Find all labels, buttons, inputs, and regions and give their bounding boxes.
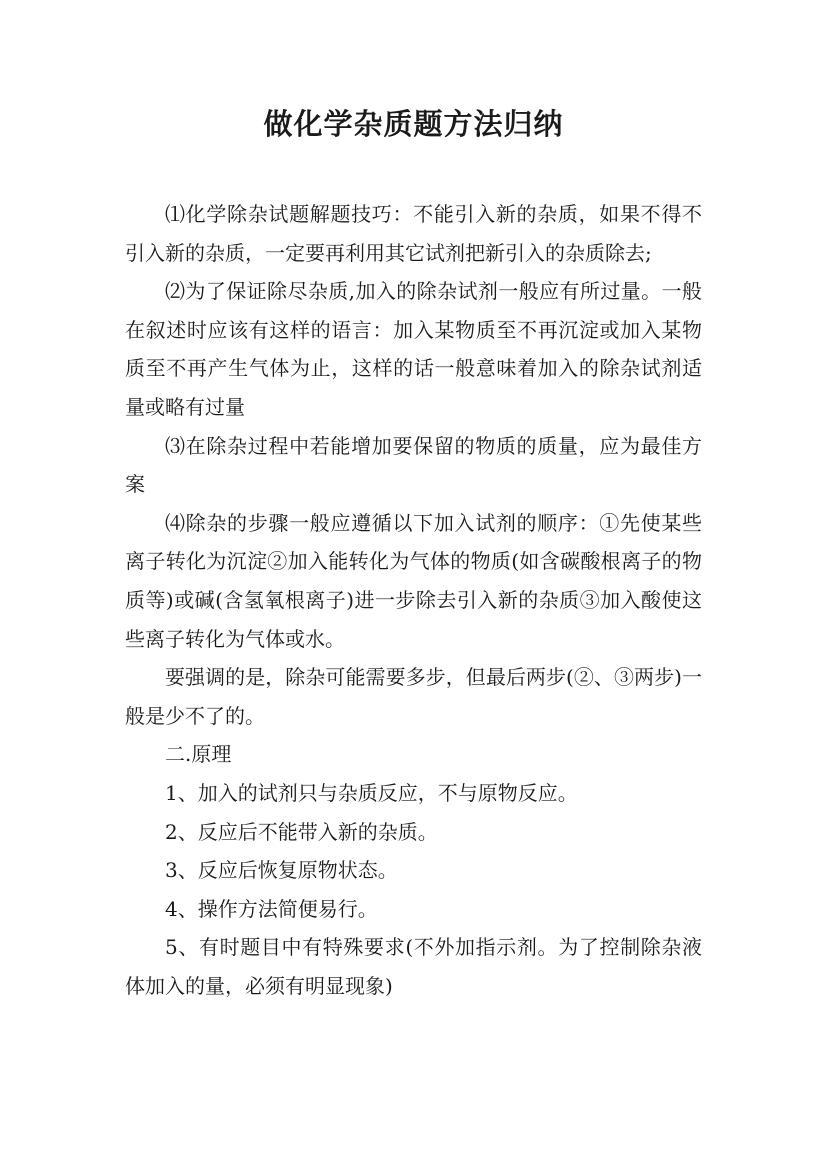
paragraph-5: 要强调的是，除杂可能需要多步，但最后两步(②、③两步)一般是少不了的。	[125, 665, 702, 728]
principle-item-4: 4、操作方法简便易行。	[165, 896, 378, 921]
paragraph-4: ⑷除杂的步骤一般应遵循以下加入试剂的顺序：①先使某些离子转化为沉淀②加入能转化为气体的物质(如含碳酸根离子的物质等)或碱(含氢氧根离子)进一步除去引入新的杂质③加入酸使这些离子转化为气体或水。	[125, 510, 702, 651]
section-heading-principle: 二.原理	[165, 742, 232, 767]
paragraph-2: ⑵为了保证除尽杂质,加入的除杂试剂一般应有所过量。一般在叙述时应该有这样的语言：加入某物质至不再沉淀或加入某物质至不再产生气体为止，这样的话一般意味着加入的除杂试剂适量或略有过量	[125, 279, 702, 419]
document-body	[125, 195, 702, 1005]
principle-item-1: 1、加入的试剂只与杂质反应，不与原物反应。	[165, 780, 578, 805]
principle-item-2: 2、反应后不能带入新的杂质。	[165, 819, 438, 844]
paragraph-3: ⑶在除杂过程中若能增加要保留的物质的质量，应为最佳方案	[125, 433, 702, 497]
principle-item-5: 5、有时题目中有特殊要求(不外加指示剂。为了控制除杂液体加入的量，必须有明显现象)	[125, 935, 702, 998]
document-title: 做化学杂质题方法归纳	[263, 107, 564, 141]
paragraph-1: ⑴化学除杂试题解题技巧：不能引入新的杂质，如果不得不引入新的杂质，一定要再利用其它试剂把新引入的杂质除去;	[125, 202, 702, 265]
principle-item-3: 3、反应后恢复原物状态。	[165, 858, 398, 883]
